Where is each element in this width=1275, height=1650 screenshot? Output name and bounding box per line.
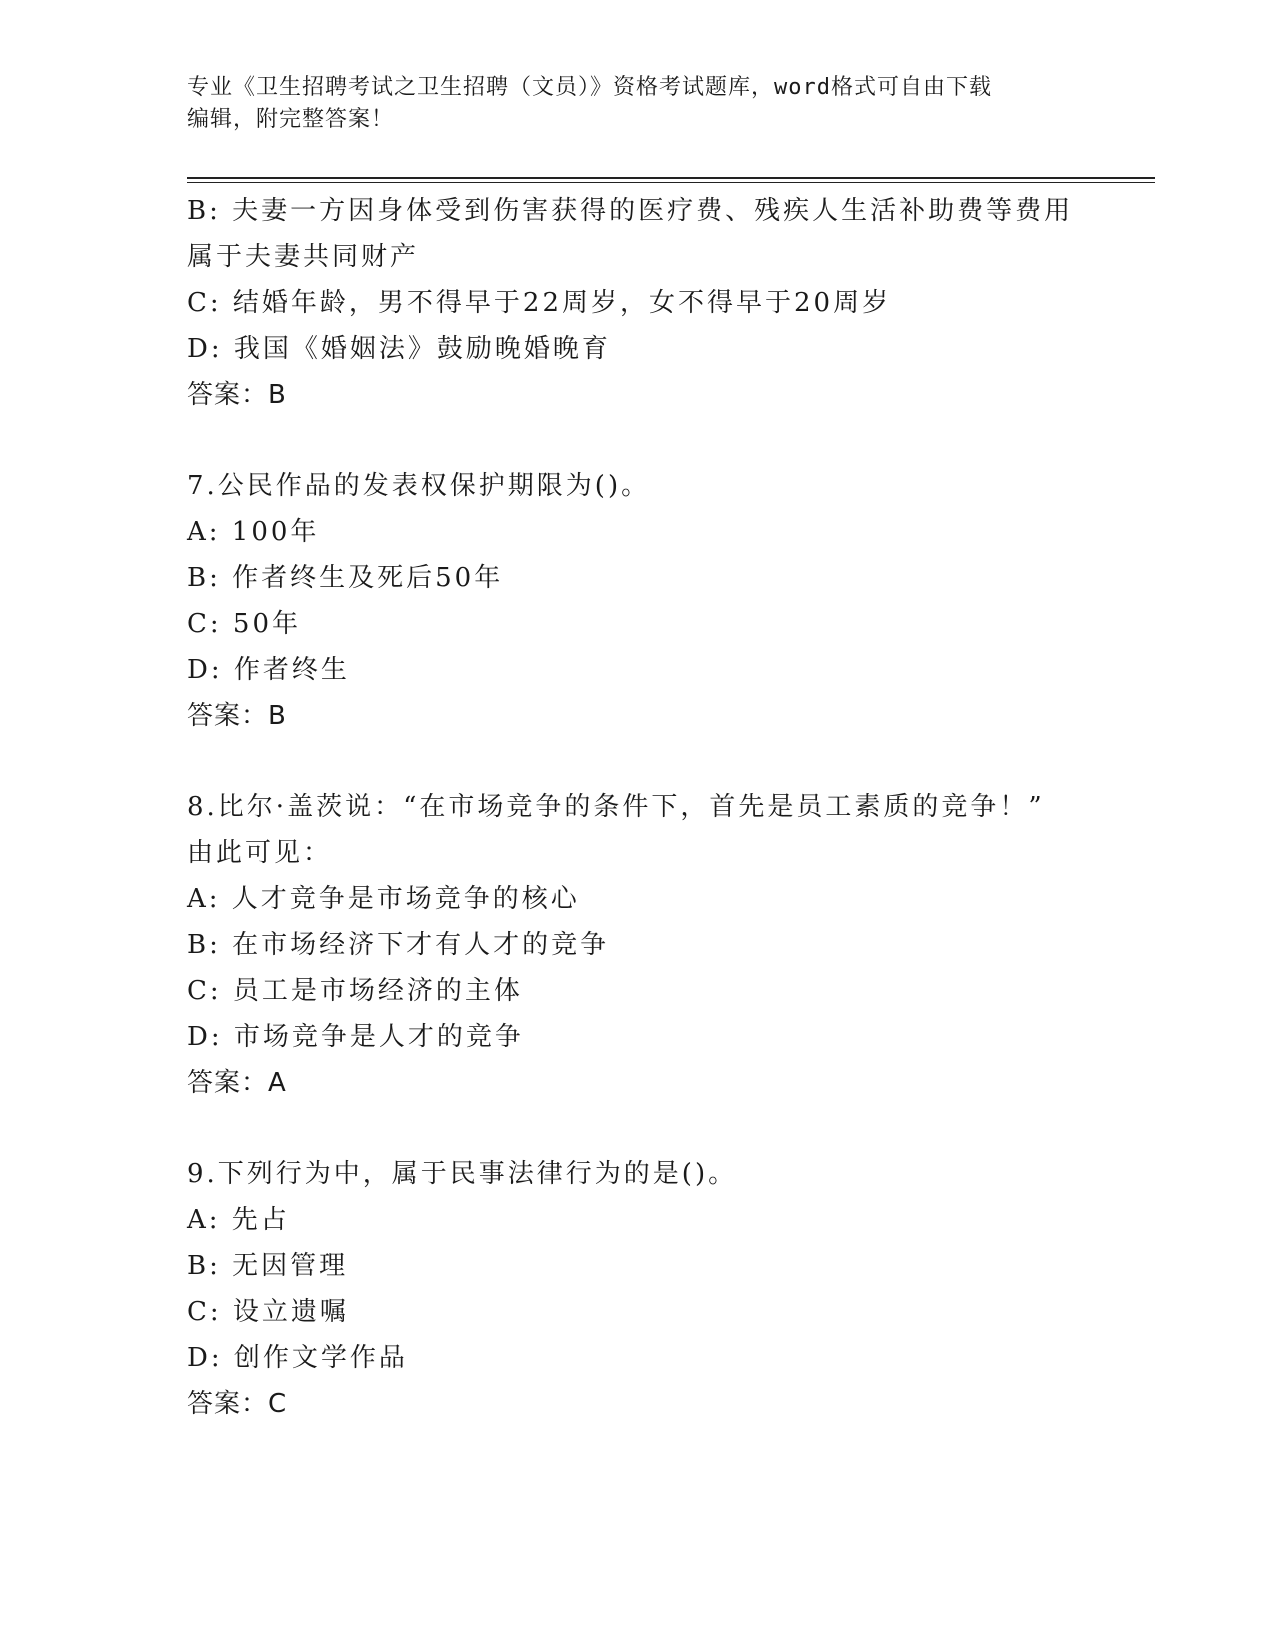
option-line: A: 100年 [187,517,320,547]
option-line: D: 我国《婚姻法》鼓励晚婚晚育 [187,334,611,364]
answer-line: 答案：C [187,1389,288,1419]
answer-line: 答案：B [187,380,287,410]
option-line: B: 无因管理 [187,1251,349,1281]
option-line: C: 员工是市场经济的主体 [187,976,523,1006]
option-line: C: 设立遗嘱 [187,1297,349,1327]
header-line-2: 编辑，附完整答案！ [187,107,395,132]
question-list [187,188,1147,1427]
question-block [187,188,1147,418]
header-divider-thin [187,182,1155,183]
option-line: B: 夫妻一方因身体受到伤害获得的医疗费、残疾人生活补助费等费用 [187,196,1074,226]
option-line: D: 创作文学作品 [187,1343,408,1373]
option-line: B: 在市场经济下才有人才的竞争 [187,930,610,960]
option-line: C: 50年 [187,609,302,639]
option-line: B: 作者终生及死后50年 [187,563,504,593]
header-line-1: 专业《卫生招聘考试之卫生招聘（文员）》资格考试题库，word格式可自由下载 [187,75,992,100]
page-header [187,72,1087,136]
question-block [187,784,1147,1106]
option-line: D: 市场竞争是人才的竞争 [187,1022,524,1052]
question-stem: 9.下列行为中，属于民事法律行为的是()。 [187,1159,738,1189]
question-block [187,1151,1147,1427]
answer-line: 答案：A [187,1068,287,1098]
header-divider-thick [187,177,1155,179]
option-line: A: 人才竞争是市场竞争的核心 [187,884,580,914]
option-line: C: 结婚年龄，男不得早于22周岁，女不得早于20周岁 [187,288,892,318]
option-line: 属于夫妻共同财产 [187,242,420,272]
question-stem: 8.比尔·盖茨说：“在市场竞争的条件下，首先是员工素质的竞争！” [187,792,1045,822]
question-stem: 7.公民作品的发表权保护期限为()。 [187,471,651,501]
question-stem: 由此可见： [187,838,333,868]
answer-line: 答案：B [187,701,287,731]
option-line: A: 先占 [187,1205,290,1235]
question-block [187,463,1147,739]
option-line: D: 作者终生 [187,655,350,685]
